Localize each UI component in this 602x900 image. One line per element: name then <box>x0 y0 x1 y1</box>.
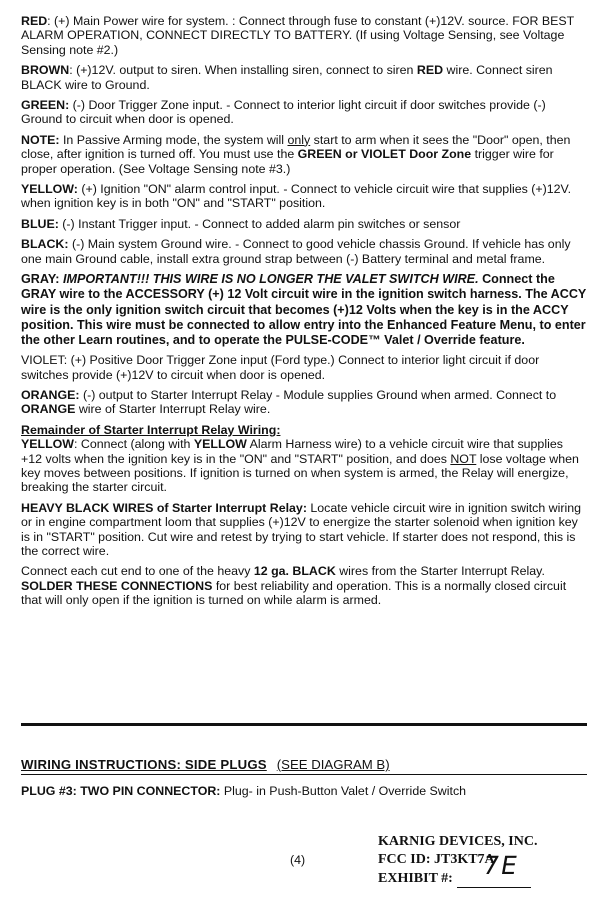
gray-important: IMPORTANT!!! THIS WIRE IS NO LONGER THE VALET SWITCH WIRE. <box>63 272 479 287</box>
para-black <box>21 237 587 266</box>
text-relay-underlined: NOT <box>450 451 477 466</box>
text-note-3: trigger wire for proper operation. (See Voltage Sensing note #3.) <box>21 147 554 176</box>
label-brown: BROWN <box>21 63 70 78</box>
label-black: BLACK: <box>21 237 69 252</box>
text-brown-1: : (+)12V. output to siren. When installing siren, connect to siren <box>69 63 417 78</box>
side-plugs-title: WIRING INSTRUCTIONS: SIDE PLUGS <box>21 757 267 772</box>
text-connect-3: for best reliability and operation. This is a normally closed circuit that will only open if the ignition is turned on while alarm is armed. <box>21 578 567 608</box>
company-name: KARNIG DEVICES, INC. <box>378 834 538 849</box>
para-gray <box>21 272 587 348</box>
text-connect-bold-1: 12 ga. BLACK <box>253 564 336 579</box>
para-connect <box>21 564 587 607</box>
exhibit-label: EXHIBIT #: <box>378 871 453 886</box>
side-plugs-diagram-ref: (SEE DIAGRAM B) <box>276 757 390 772</box>
text-violet: VIOLET: (+) Positive Door Trigger Zone input (Ford type.) Connect to interior light circuit if door switches provide (+)12V to circuit when door is opened. <box>21 353 540 382</box>
text-note-2: start to arm when it sees the "Door" open, then close, after ignition is turned off. You must use the <box>21 132 571 162</box>
page-number: (4) <box>290 853 306 867</box>
wiring-instructions-text <box>21 14 587 614</box>
para-orange <box>21 388 587 417</box>
plug3-line <box>21 784 587 799</box>
para-red <box>21 14 587 57</box>
company-block <box>378 833 588 888</box>
para-brown <box>21 63 587 92</box>
para-violet <box>21 353 587 382</box>
label-yellow: YELLOW: <box>21 182 78 197</box>
text-brown-2: wire. Connect siren BLACK wire to Ground. <box>21 63 553 92</box>
text-relay-3: lose voltage when key moves between positions. If ignition is turned on when system is armed, the Relay will energize, breaking the starter circuit. <box>21 451 579 495</box>
fcc-id: FCC ID: JT3KT7A <box>378 852 495 867</box>
para-yellow <box>21 182 587 211</box>
text-yellow: (+) Ignition "ON" alarm control input. - Connect to vehicle circuit wire that supplies (+)12V. when ignition key is in both "ON" and "START" position. <box>21 182 572 211</box>
relay-heading <box>21 423 587 437</box>
label-green: GREEN: <box>21 98 70 113</box>
label-gray: GRAY: <box>21 272 63 287</box>
text-note-bold: GREEN or VIOLET Door Zone <box>297 147 472 162</box>
label-relay-yellow: YELLOW <box>21 437 74 452</box>
text-black: (-) Main system Ground wire. - Connect to good vehicle chassis Ground. If vehicle has only one main Ground cable, install extra ground strap between (-) Battery terminal and metal frame. <box>21 237 571 266</box>
relay-heading-text: Remainder of Starter Interrupt Relay Wiring: <box>21 422 281 437</box>
text-green: (-) Door Trigger Zone input. - Connect to interior light circuit if door switches provide (-) Ground to circuit when door is opened. <box>21 98 546 127</box>
text-connect-bold-2: SOLDER THESE CONNECTIONS <box>21 578 213 593</box>
text-relay-2: Alarm Harness wire) to a vehicle circuit wire that supplies +12 volts when the ignition key is in the "ON" and "START" position, and does <box>21 437 563 466</box>
text-relay-bold: YELLOW <box>193 437 247 452</box>
para-blue <box>21 217 587 231</box>
para-heavy-black <box>21 501 587 559</box>
text-connect-1: Connect each cut end to one of the heavy <box>21 564 254 579</box>
plug3-text: Plug- in Push-Button Valet / Override Switch <box>220 784 467 798</box>
label-note: NOTE: <box>21 132 60 147</box>
text-orange-1: (-) output to Starter Interrupt Relay - Module supplies Ground when armed. Connect to <box>79 387 557 402</box>
text-brown-bold: RED <box>416 63 444 78</box>
label-orange: ORANGE: <box>21 387 80 402</box>
text-blue: (-) Instant Trigger input. - Connect to added alarm pin switches or sensor <box>58 216 461 231</box>
text-orange-2: wire of Starter Interrupt Relay wire. <box>75 402 271 417</box>
exhibit-handwritten-value: 7E <box>480 851 522 880</box>
text-heavy-black: Locate vehicle circuit wire in ignition switch wiring or in engine compartment loom that supplies (+)12V to energize the starter solenoid when ignition key is in "START" position. Cut wire and retest by trying to start vehicle. If starter does not respond, this is the correct wire. <box>21 500 582 558</box>
text-red: : (+) Main Power wire for system. : Connect through fuse to constant (+)12V. source. FOR BEST ALARM OPERATION, CONNECT DIRECTLY TO BATTERY. (If using Voltage Sensing, see Voltage Sensing note #2.) <box>21 14 574 57</box>
text-relay-1: : Connect (along with <box>74 437 194 452</box>
label-red: RED <box>21 14 48 28</box>
text-connect-2: wires from the Starter Interrupt Relay. <box>335 564 545 579</box>
side-plugs-heading <box>21 757 587 775</box>
text-note-1: In Passive Arming mode, the system will <box>59 132 288 147</box>
text-orange-bold: ORANGE <box>21 402 76 417</box>
section-divider <box>21 723 587 726</box>
para-note <box>21 133 587 176</box>
plug3-label: PLUG #3: TWO PIN CONNECTOR: <box>21 784 221 798</box>
para-green <box>21 98 587 127</box>
label-heavy-black: HEAVY BLACK WIRES of Starter Interrupt Relay: <box>21 500 307 515</box>
text-gray: Connect the GRAY wire to the ACCESSORY (+) 12 Volt circuit wire in the ignition switch harness. The ACCY wire is the only ignition switch circuit that becomes (+)12 Volts when the key is in the ACCY position. This wire must be connected to allow entry into the Enhanced Feature Menu, to enter the other Learn routines, and to operate the PULSE-CODE™ Valet / Override feature. <box>21 272 587 347</box>
label-blue: BLUE: <box>21 216 59 231</box>
para-relay-yellow <box>21 437 587 495</box>
exhibit-field <box>457 851 531 888</box>
text-note-underlined: only <box>287 132 311 147</box>
